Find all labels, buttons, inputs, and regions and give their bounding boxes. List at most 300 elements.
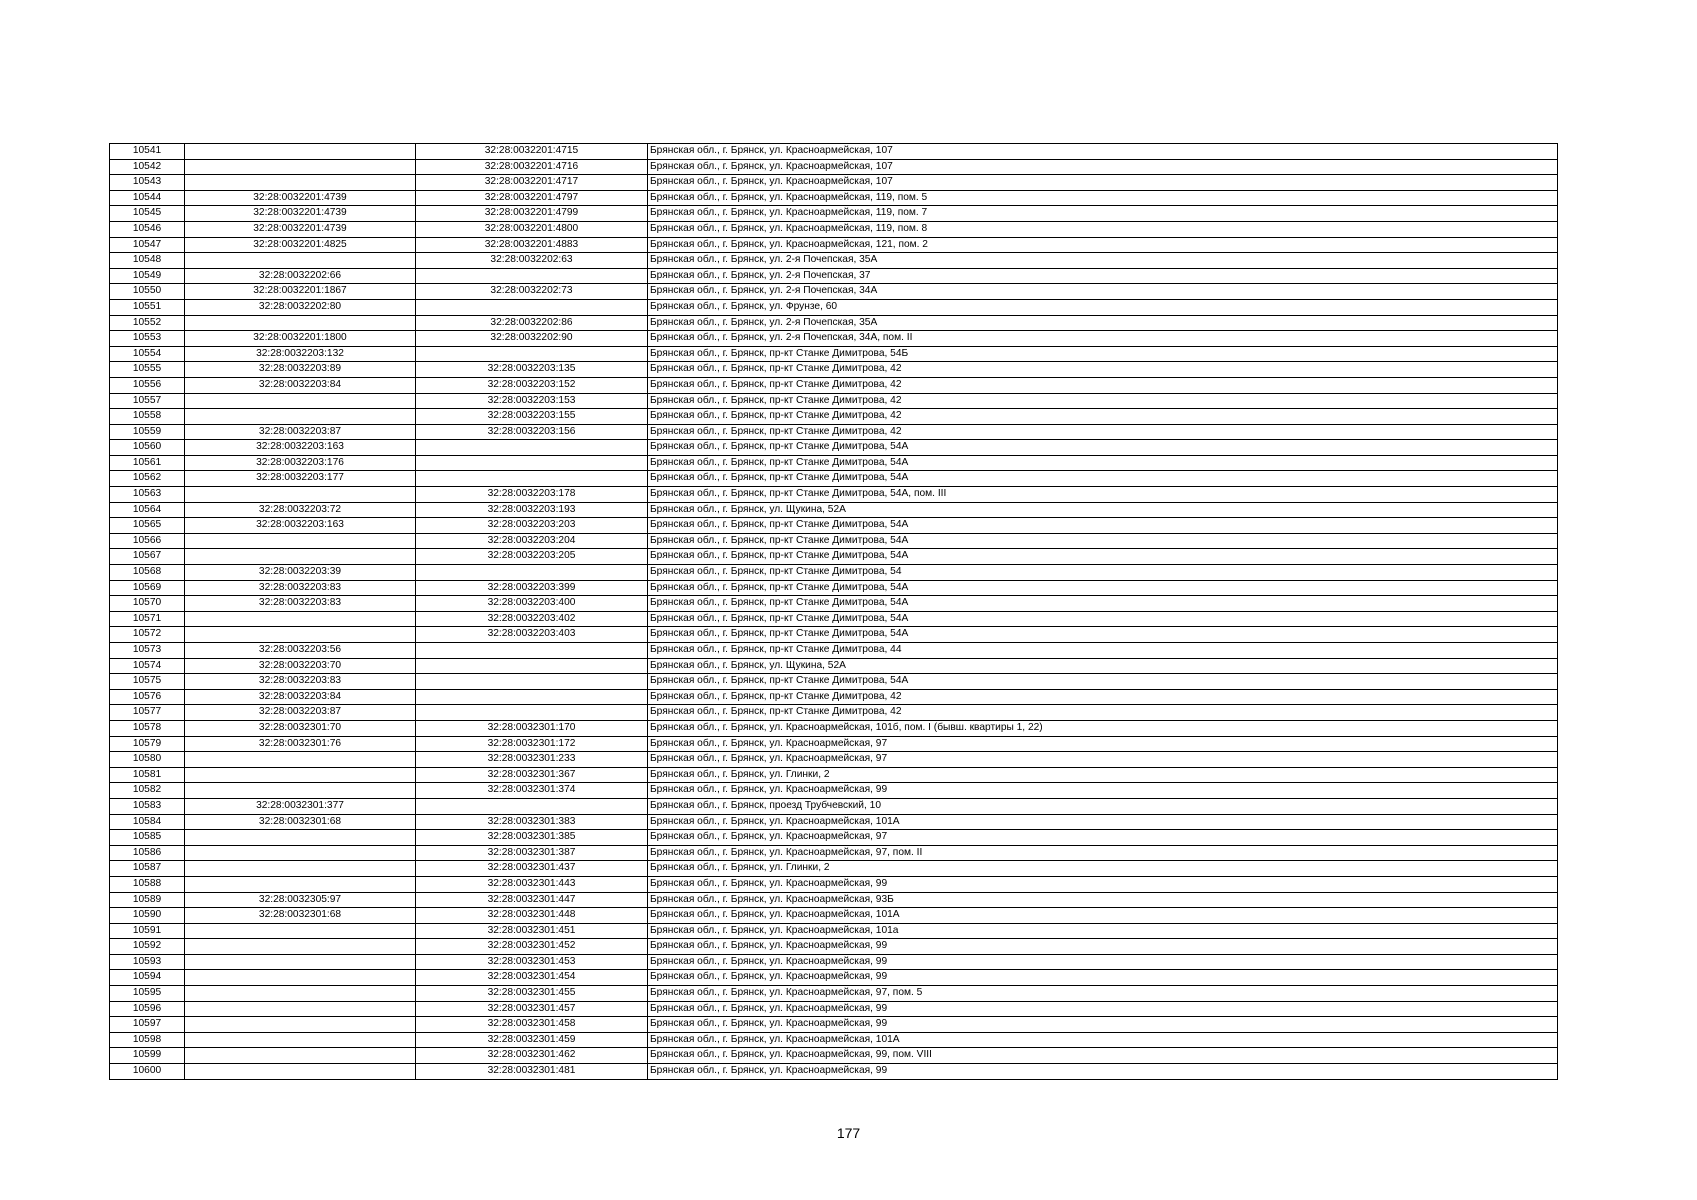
cadastral-number-cell: 32:28:0032202:90 bbox=[416, 331, 648, 347]
cadastral-number-cell: 32:28:0032201:4797 bbox=[416, 190, 648, 206]
cadastral-number-cell bbox=[416, 674, 648, 690]
address-cell: Брянская обл., г. Брянск, ул. Красноармейская, 99 bbox=[648, 954, 1558, 970]
row-number-cell: 10576 bbox=[110, 689, 185, 705]
row-number-cell: 10577 bbox=[110, 705, 185, 721]
table-row bbox=[110, 533, 1558, 549]
cadastral-number-cell bbox=[416, 705, 648, 721]
cadastral-number-cell: 32:28:0032301:383 bbox=[416, 814, 648, 830]
parent-cadastral-number-cell bbox=[185, 627, 416, 643]
parent-cadastral-number-cell: 32:28:0032201:4739 bbox=[185, 190, 416, 206]
cadastral-number-cell bbox=[416, 471, 648, 487]
table-row bbox=[110, 923, 1558, 939]
table-row bbox=[110, 939, 1558, 955]
address-cell: Брянская обл., г. Брянск, ул. Красноармейская, 101А bbox=[648, 814, 1558, 830]
parent-cadastral-number-cell bbox=[185, 409, 416, 425]
table-row bbox=[110, 986, 1558, 1002]
parent-cadastral-number-cell bbox=[185, 1064, 416, 1080]
address-cell: Брянская обл., г. Брянск, пр-кт Станке Димитрова, 42 bbox=[648, 393, 1558, 409]
address-cell: Брянская обл., г. Брянск, проезд Трубчевский, 10 bbox=[648, 798, 1558, 814]
cadastral-number-cell: 32:28:0032301:457 bbox=[416, 1001, 648, 1017]
parent-cadastral-number-cell: 32:28:0032203:176 bbox=[185, 455, 416, 471]
parent-cadastral-number-cell bbox=[185, 767, 416, 783]
cadastral-number-cell: 32:28:0032201:4799 bbox=[416, 206, 648, 222]
table-row bbox=[110, 455, 1558, 471]
address-cell: Брянская обл., г. Брянск, ул. Красноармейская, 119, пом. 5 bbox=[648, 190, 1558, 206]
cadastral-number-cell: 32:28:0032301:454 bbox=[416, 970, 648, 986]
row-number-cell: 10563 bbox=[110, 487, 185, 503]
cadastral-number-cell: 32:28:0032202:63 bbox=[416, 253, 648, 269]
cadastral-number-cell: 32:28:0032301:448 bbox=[416, 908, 648, 924]
row-number-cell: 10545 bbox=[110, 206, 185, 222]
cadastral-number-cell: 32:28:0032201:4717 bbox=[416, 175, 648, 191]
table-row bbox=[110, 892, 1558, 908]
parent-cadastral-number-cell: 32:28:0032203:132 bbox=[185, 346, 416, 362]
table-row bbox=[110, 752, 1558, 768]
table-row bbox=[110, 1064, 1558, 1080]
row-number-cell: 10553 bbox=[110, 331, 185, 347]
address-cell: Брянская обл., г. Брянск, ул. 2-я Почепская, 34А, пом. II bbox=[648, 331, 1558, 347]
parent-cadastral-number-cell: 32:28:0032305:97 bbox=[185, 892, 416, 908]
row-number-cell: 10578 bbox=[110, 720, 185, 736]
cadastral-number-cell: 32:28:0032203:204 bbox=[416, 533, 648, 549]
table-row bbox=[110, 159, 1558, 175]
parent-cadastral-number-cell: 32:28:0032203:84 bbox=[185, 377, 416, 393]
address-cell: Брянская обл., г. Брянск, пр-кт Станке Димитрова, 42 bbox=[648, 377, 1558, 393]
parent-cadastral-number-cell bbox=[185, 939, 416, 955]
row-number-cell: 10542 bbox=[110, 159, 185, 175]
cadastral-number-cell: 32:28:0032301:437 bbox=[416, 861, 648, 877]
cadastral-number-cell bbox=[416, 658, 648, 674]
parent-cadastral-number-cell: 32:28:0032301:68 bbox=[185, 908, 416, 924]
table-row bbox=[110, 471, 1558, 487]
cadastral-number-cell: 32:28:0032203:152 bbox=[416, 377, 648, 393]
row-number-cell: 10546 bbox=[110, 221, 185, 237]
parent-cadastral-number-cell bbox=[185, 986, 416, 1002]
table-row bbox=[110, 206, 1558, 222]
row-number-cell: 10580 bbox=[110, 752, 185, 768]
cadastral-number-cell: 32:28:0032301:233 bbox=[416, 752, 648, 768]
parent-cadastral-number-cell: 32:28:0032203:89 bbox=[185, 362, 416, 378]
table-row bbox=[110, 720, 1558, 736]
table-row bbox=[110, 549, 1558, 565]
parent-cadastral-number-cell: 32:28:0032203:84 bbox=[185, 689, 416, 705]
parent-cadastral-number-cell: 32:28:0032203:83 bbox=[185, 580, 416, 596]
parent-cadastral-number-cell bbox=[185, 144, 416, 160]
table-row bbox=[110, 331, 1558, 347]
row-number-cell: 10587 bbox=[110, 861, 185, 877]
address-cell: Брянская обл., г. Брянск, ул. Красноармейская, 93Б bbox=[648, 892, 1558, 908]
row-number-cell: 10551 bbox=[110, 299, 185, 315]
table-row bbox=[110, 440, 1558, 456]
parent-cadastral-number-cell bbox=[185, 1048, 416, 1064]
row-number-cell: 10594 bbox=[110, 970, 185, 986]
parent-cadastral-number-cell bbox=[185, 1017, 416, 1033]
row-number-cell: 10582 bbox=[110, 783, 185, 799]
parent-cadastral-number-cell: 32:28:0032203:83 bbox=[185, 674, 416, 690]
address-cell: Брянская обл., г. Брянск, ул. Глинки, 2 bbox=[648, 861, 1558, 877]
address-cell: Брянская обл., г. Брянск, ул. Красноармейская, 107 bbox=[648, 144, 1558, 160]
table-row bbox=[110, 284, 1558, 300]
address-cell: Брянская обл., г. Брянск, пр-кт Станке Димитрова, 54А bbox=[648, 611, 1558, 627]
address-cell: Брянская обл., г. Брянск, ул. Красноармейская, 107 bbox=[648, 159, 1558, 175]
row-number-cell: 10548 bbox=[110, 253, 185, 269]
table-row bbox=[110, 970, 1558, 986]
table-row bbox=[110, 705, 1558, 721]
cadastral-number-cell bbox=[416, 299, 648, 315]
cadastral-number-cell: 32:28:0032203:400 bbox=[416, 596, 648, 612]
row-number-cell: 10593 bbox=[110, 954, 185, 970]
parent-cadastral-number-cell bbox=[185, 783, 416, 799]
row-number-cell: 10584 bbox=[110, 814, 185, 830]
cadastral-number-cell bbox=[416, 643, 648, 659]
row-number-cell: 10554 bbox=[110, 346, 185, 362]
table-row bbox=[110, 565, 1558, 581]
cadastral-number-cell: 32:28:0032301:481 bbox=[416, 1064, 648, 1080]
row-number-cell: 10555 bbox=[110, 362, 185, 378]
address-cell: Брянская обл., г. Брянск, пр-кт Станке Димитрова, 54А bbox=[648, 596, 1558, 612]
address-cell: Брянская обл., г. Брянск, ул. Красноармейская, 119, пом. 8 bbox=[648, 221, 1558, 237]
cadastral-number-cell: 32:28:0032301:447 bbox=[416, 892, 648, 908]
address-cell: Брянская обл., г. Брянск, ул. Красноармейская, 99 bbox=[648, 1017, 1558, 1033]
parent-cadastral-number-cell bbox=[185, 393, 416, 409]
table-row bbox=[110, 767, 1558, 783]
parent-cadastral-number-cell bbox=[185, 861, 416, 877]
table-row bbox=[110, 175, 1558, 191]
address-cell: Брянская обл., г. Брянск, пр-кт Станке Димитрова, 54А bbox=[648, 471, 1558, 487]
parent-cadastral-number-cell bbox=[185, 830, 416, 846]
page-number: 177 bbox=[836, 1125, 861, 1141]
cadastral-number-cell: 32:28:0032203:155 bbox=[416, 409, 648, 425]
parent-cadastral-number-cell bbox=[185, 175, 416, 191]
row-number-cell: 10592 bbox=[110, 939, 185, 955]
parent-cadastral-number-cell bbox=[185, 611, 416, 627]
cadastral-number-cell: 32:28:0032203:205 bbox=[416, 549, 648, 565]
table-row bbox=[110, 689, 1558, 705]
cadastral-number-cell: 32:28:0032301:443 bbox=[416, 876, 648, 892]
parent-cadastral-number-cell: 32:28:0032201:1800 bbox=[185, 331, 416, 347]
cadastral-number-cell: 32:28:0032301:459 bbox=[416, 1032, 648, 1048]
row-number-cell: 10567 bbox=[110, 549, 185, 565]
parent-cadastral-number-cell: 32:28:0032201:1867 bbox=[185, 284, 416, 300]
cadastral-number-cell: 32:28:0032201:4800 bbox=[416, 221, 648, 237]
cadastral-number-cell bbox=[416, 455, 648, 471]
row-number-cell: 10597 bbox=[110, 1017, 185, 1033]
row-number-cell: 10596 bbox=[110, 1001, 185, 1017]
row-number-cell: 10600 bbox=[110, 1064, 185, 1080]
address-cell: Брянская обл., г. Брянск, пр-кт Станке Димитрова, 54А bbox=[648, 533, 1558, 549]
address-cell: Брянская обл., г. Брянск, ул. 2-я Почепская, 37 bbox=[648, 268, 1558, 284]
cadastral-number-cell: 32:28:0032301:453 bbox=[416, 954, 648, 970]
cadastral-number-cell bbox=[416, 689, 648, 705]
table-row bbox=[110, 362, 1558, 378]
cadastral-number-cell: 32:28:0032201:4715 bbox=[416, 144, 648, 160]
table-row bbox=[110, 580, 1558, 596]
address-cell: Брянская обл., г. Брянск, ул. Красноармейская, 97 bbox=[648, 752, 1558, 768]
row-number-cell: 10549 bbox=[110, 268, 185, 284]
table-row bbox=[110, 424, 1558, 440]
address-cell: Брянская обл., г. Брянск, пр-кт Станке Димитрова, 42 bbox=[648, 424, 1558, 440]
address-cell: Брянская обл., г. Брянск, ул. Красноармейская, 121, пом. 2 bbox=[648, 237, 1558, 253]
cadastral-number-cell: 32:28:0032301:455 bbox=[416, 986, 648, 1002]
address-cell: Брянская обл., г. Брянск, пр-кт Станке Димитрова, 54А bbox=[648, 518, 1558, 534]
cadastral-number-cell bbox=[416, 268, 648, 284]
row-number-cell: 10547 bbox=[110, 237, 185, 253]
table-row bbox=[110, 268, 1558, 284]
address-cell: Брянская обл., г. Брянск, ул. Красноармейская, 101а bbox=[648, 923, 1558, 939]
row-number-cell: 10566 bbox=[110, 533, 185, 549]
row-number-cell: 10557 bbox=[110, 393, 185, 409]
table-row bbox=[110, 798, 1558, 814]
table-row bbox=[110, 1048, 1558, 1064]
address-cell: Брянская обл., г. Брянск, ул. Красноармейская, 99 bbox=[648, 939, 1558, 955]
address-cell: Брянская обл., г. Брянск, ул. Красноармейская, 97, пом. II bbox=[648, 845, 1558, 861]
table-row bbox=[110, 908, 1558, 924]
row-number-cell: 10568 bbox=[110, 565, 185, 581]
cadastral-number-cell: 32:28:0032301:385 bbox=[416, 830, 648, 846]
address-cell: Брянская обл., г. Брянск, пр-кт Станке Димитрова, 54А bbox=[648, 580, 1558, 596]
table-row bbox=[110, 299, 1558, 315]
table-row bbox=[110, 1017, 1558, 1033]
parent-cadastral-number-cell: 32:28:0032203:72 bbox=[185, 502, 416, 518]
table-row bbox=[110, 502, 1558, 518]
row-number-cell: 10558 bbox=[110, 409, 185, 425]
parent-cadastral-number-cell bbox=[185, 954, 416, 970]
parent-cadastral-number-cell: 32:28:0032301:70 bbox=[185, 720, 416, 736]
address-cell: Брянская обл., г. Брянск, ул. Красноармейская, 99 bbox=[648, 1001, 1558, 1017]
row-number-cell: 10585 bbox=[110, 830, 185, 846]
parent-cadastral-number-cell bbox=[185, 970, 416, 986]
row-number-cell: 10583 bbox=[110, 798, 185, 814]
address-cell: Брянская обл., г. Брянск, пр-кт Станке Димитрова, 54А bbox=[648, 674, 1558, 690]
address-cell: Брянская обл., г. Брянск, пр-кт Станке Димитрова, 54А bbox=[648, 455, 1558, 471]
parent-cadastral-number-cell: 32:28:0032203:163 bbox=[185, 518, 416, 534]
parent-cadastral-number-cell bbox=[185, 876, 416, 892]
address-cell: Брянская обл., г. Брянск, ул. Красноармейская, 119, пом. 7 bbox=[648, 206, 1558, 222]
parent-cadastral-number-cell: 32:28:0032301:68 bbox=[185, 814, 416, 830]
table-row bbox=[110, 1001, 1558, 1017]
parent-cadastral-number-cell bbox=[185, 315, 416, 331]
address-cell: Брянская обл., г. Брянск, ул. Красноармейская, 99 bbox=[648, 876, 1558, 892]
address-cell: Брянская обл., г. Брянск, ул. Щукина, 52А bbox=[648, 502, 1558, 518]
table-row bbox=[110, 643, 1558, 659]
parent-cadastral-number-cell bbox=[185, 159, 416, 175]
row-number-cell: 10543 bbox=[110, 175, 185, 191]
cadastral-number-cell: 32:28:0032301:387 bbox=[416, 845, 648, 861]
parent-cadastral-number-cell: 32:28:0032301:76 bbox=[185, 736, 416, 752]
cadastral-number-cell bbox=[416, 346, 648, 362]
parent-cadastral-number-cell: 32:28:0032203:87 bbox=[185, 424, 416, 440]
address-cell: Брянская обл., г. Брянск, ул. Красноармейская, 97 bbox=[648, 830, 1558, 846]
property-table bbox=[109, 143, 1558, 1080]
table-row bbox=[110, 814, 1558, 830]
cadastral-number-cell: 32:28:0032201:4883 bbox=[416, 237, 648, 253]
cadastral-number-cell: 32:28:0032201:4716 bbox=[416, 159, 648, 175]
address-cell: Брянская обл., г. Брянск, ул. Красноармейская, 99 bbox=[648, 1064, 1558, 1080]
row-number-cell: 10598 bbox=[110, 1032, 185, 1048]
address-cell: Брянская обл., г. Брянск, ул. Красноармейская, 99 bbox=[648, 970, 1558, 986]
parent-cadastral-number-cell bbox=[185, 533, 416, 549]
table-row bbox=[110, 876, 1558, 892]
row-number-cell: 10541 bbox=[110, 144, 185, 160]
table-row bbox=[110, 487, 1558, 503]
row-number-cell: 10595 bbox=[110, 986, 185, 1002]
address-cell: Брянская обл., г. Брянск, ул. Красноармейская, 107 bbox=[648, 175, 1558, 191]
parent-cadastral-number-cell bbox=[185, 253, 416, 269]
parent-cadastral-number-cell bbox=[185, 487, 416, 503]
cadastral-number-cell: 32:28:0032301:458 bbox=[416, 1017, 648, 1033]
cadastral-number-cell: 32:28:0032301:374 bbox=[416, 783, 648, 799]
cadastral-number-cell: 32:28:0032203:193 bbox=[416, 502, 648, 518]
address-cell: Брянская обл., г. Брянск, ул. Красноармейская, 97, пом. 5 bbox=[648, 986, 1558, 1002]
parent-cadastral-number-cell: 32:28:0032201:4739 bbox=[185, 206, 416, 222]
parent-cadastral-number-cell bbox=[185, 1032, 416, 1048]
address-cell: Брянская обл., г. Брянск, ул. Красноармейская, 101А bbox=[648, 908, 1558, 924]
table-row bbox=[110, 518, 1558, 534]
row-number-cell: 10581 bbox=[110, 767, 185, 783]
table-row bbox=[110, 409, 1558, 425]
cadastral-number-cell bbox=[416, 565, 648, 581]
row-number-cell: 10561 bbox=[110, 455, 185, 471]
address-cell: Брянская обл., г. Брянск, ул. Красноармейская, 101б, пом. I (бывш. квартиры 1, 22) bbox=[648, 720, 1558, 736]
cadastral-number-cell bbox=[416, 440, 648, 456]
table-row bbox=[110, 393, 1558, 409]
row-number-cell: 10571 bbox=[110, 611, 185, 627]
parent-cadastral-number-cell: 32:28:0032202:80 bbox=[185, 299, 416, 315]
row-number-cell: 10552 bbox=[110, 315, 185, 331]
address-cell: Брянская обл., г. Брянск, ул. 2-я Почепская, 35А bbox=[648, 315, 1558, 331]
row-number-cell: 10559 bbox=[110, 424, 185, 440]
cadastral-number-cell: 32:28:0032203:153 bbox=[416, 393, 648, 409]
table-body bbox=[110, 144, 1558, 1080]
parent-cadastral-number-cell bbox=[185, 549, 416, 565]
cadastral-number-cell: 32:28:0032301:452 bbox=[416, 939, 648, 955]
address-cell: Брянская обл., г. Брянск, пр-кт Станке Димитрова, 42 bbox=[648, 705, 1558, 721]
row-number-cell: 10569 bbox=[110, 580, 185, 596]
table-row bbox=[110, 954, 1558, 970]
cadastral-number-cell: 32:28:0032301:172 bbox=[416, 736, 648, 752]
row-number-cell: 10562 bbox=[110, 471, 185, 487]
table-row bbox=[110, 861, 1558, 877]
address-cell: Брянская обл., г. Брянск, пр-кт Станке Димитрова, 54А bbox=[648, 440, 1558, 456]
table-row bbox=[110, 144, 1558, 160]
parent-cadastral-number-cell: 32:28:0032301:377 bbox=[185, 798, 416, 814]
cadastral-number-cell: 32:28:0032301:367 bbox=[416, 767, 648, 783]
parent-cadastral-number-cell: 32:28:0032203:56 bbox=[185, 643, 416, 659]
row-number-cell: 10570 bbox=[110, 596, 185, 612]
cadastral-number-cell: 32:28:0032203:135 bbox=[416, 362, 648, 378]
address-cell: Брянская обл., г. Брянск, ул. Фрунзе, 60 bbox=[648, 299, 1558, 315]
address-cell: Брянская обл., г. Брянск, пр-кт Станке Димитрова, 42 bbox=[648, 689, 1558, 705]
parent-cadastral-number-cell: 32:28:0032201:4739 bbox=[185, 221, 416, 237]
row-number-cell: 10544 bbox=[110, 190, 185, 206]
address-cell: Брянская обл., г. Брянск, пр-кт Станке Димитрова, 54А bbox=[648, 549, 1558, 565]
row-number-cell: 10565 bbox=[110, 518, 185, 534]
cadastral-number-cell: 32:28:0032203:178 bbox=[416, 487, 648, 503]
address-cell: Брянская обл., г. Брянск, пр-кт Станке Димитрова, 54А, пом. III bbox=[648, 487, 1558, 503]
table-row bbox=[110, 674, 1558, 690]
address-cell: Брянская обл., г. Брянск, пр-кт Станке Димитрова, 42 bbox=[648, 362, 1558, 378]
row-number-cell: 10572 bbox=[110, 627, 185, 643]
address-cell: Брянская обл., г. Брянск, ул. 2-я Почепская, 34А bbox=[648, 284, 1558, 300]
address-cell: Брянская обл., г. Брянск, ул. Щукина, 52А bbox=[648, 658, 1558, 674]
cadastral-number-cell bbox=[416, 798, 648, 814]
row-number-cell: 10550 bbox=[110, 284, 185, 300]
cadastral-number-cell: 32:28:0032202:86 bbox=[416, 315, 648, 331]
cadastral-number-cell: 32:28:0032301:451 bbox=[416, 923, 648, 939]
row-number-cell: 10588 bbox=[110, 876, 185, 892]
address-cell: Брянская обл., г. Брянск, ул. Красноармейская, 101А bbox=[648, 1032, 1558, 1048]
cadastral-number-cell: 32:28:0032301:462 bbox=[416, 1048, 648, 1064]
cadastral-number-cell: 32:28:0032202:73 bbox=[416, 284, 648, 300]
cadastral-number-cell: 32:28:0032203:156 bbox=[416, 424, 648, 440]
table-row bbox=[110, 377, 1558, 393]
address-cell: Брянская обл., г. Брянск, ул. Красноармейская, 99, пом. VIII bbox=[648, 1048, 1558, 1064]
address-cell: Брянская обл., г. Брянск, пр-кт Станке Димитрова, 54Б bbox=[648, 346, 1558, 362]
address-cell: Брянская обл., г. Брянск, пр-кт Станке Димитрова, 42 bbox=[648, 409, 1558, 425]
parent-cadastral-number-cell: 32:28:0032203:87 bbox=[185, 705, 416, 721]
address-cell: Брянская обл., г. Брянск, ул. 2-я Почепская, 35А bbox=[648, 253, 1558, 269]
address-cell: Брянская обл., г. Брянск, ул. Красноармейская, 99 bbox=[648, 783, 1558, 799]
row-number-cell: 10589 bbox=[110, 892, 185, 908]
row-number-cell: 10573 bbox=[110, 643, 185, 659]
parent-cadastral-number-cell bbox=[185, 845, 416, 861]
table-row bbox=[110, 627, 1558, 643]
row-number-cell: 10586 bbox=[110, 845, 185, 861]
table-row bbox=[110, 346, 1558, 362]
address-cell: Брянская обл., г. Брянск, ул. Красноармейская, 97 bbox=[648, 736, 1558, 752]
parent-cadastral-number-cell: 32:28:0032203:177 bbox=[185, 471, 416, 487]
table-row bbox=[110, 611, 1558, 627]
table-row bbox=[110, 237, 1558, 253]
address-cell: Брянская обл., г. Брянск, пр-кт Станке Димитрова, 54 bbox=[648, 565, 1558, 581]
table-row bbox=[110, 596, 1558, 612]
table-row bbox=[110, 830, 1558, 846]
parent-cadastral-number-cell: 32:28:0032203:39 bbox=[185, 565, 416, 581]
address-cell: Брянская обл., г. Брянск, пр-кт Станке Димитрова, 54А bbox=[648, 627, 1558, 643]
parent-cadastral-number-cell bbox=[185, 1001, 416, 1017]
parent-cadastral-number-cell: 32:28:0032203:83 bbox=[185, 596, 416, 612]
row-number-cell: 10590 bbox=[110, 908, 185, 924]
address-cell: Брянская обл., г. Брянск, пр-кт Станке Димитрова, 44 bbox=[648, 643, 1558, 659]
table-row bbox=[110, 221, 1558, 237]
parent-cadastral-number-cell bbox=[185, 752, 416, 768]
parent-cadastral-number-cell: 32:28:0032203:163 bbox=[185, 440, 416, 456]
parent-cadastral-number-cell: 32:28:0032203:70 bbox=[185, 658, 416, 674]
table-row bbox=[110, 315, 1558, 331]
cadastral-number-cell: 32:28:0032203:203 bbox=[416, 518, 648, 534]
row-number-cell: 10575 bbox=[110, 674, 185, 690]
cadastral-number-cell: 32:28:0032203:399 bbox=[416, 580, 648, 596]
cadastral-number-cell: 32:28:0032301:170 bbox=[416, 720, 648, 736]
row-number-cell: 10564 bbox=[110, 502, 185, 518]
row-number-cell: 10579 bbox=[110, 736, 185, 752]
table-row bbox=[110, 845, 1558, 861]
table-row bbox=[110, 1032, 1558, 1048]
parent-cadastral-number-cell: 32:28:0032201:4825 bbox=[185, 237, 416, 253]
parent-cadastral-number-cell bbox=[185, 923, 416, 939]
cadastral-number-cell: 32:28:0032203:402 bbox=[416, 611, 648, 627]
table-row bbox=[110, 658, 1558, 674]
table-row bbox=[110, 253, 1558, 269]
address-cell: Брянская обл., г. Брянск, ул. Глинки, 2 bbox=[648, 767, 1558, 783]
row-number-cell: 10574 bbox=[110, 658, 185, 674]
parent-cadastral-number-cell: 32:28:0032202:66 bbox=[185, 268, 416, 284]
table-row bbox=[110, 736, 1558, 752]
table-row bbox=[110, 190, 1558, 206]
row-number-cell: 10560 bbox=[110, 440, 185, 456]
table-row bbox=[110, 783, 1558, 799]
row-number-cell: 10556 bbox=[110, 377, 185, 393]
